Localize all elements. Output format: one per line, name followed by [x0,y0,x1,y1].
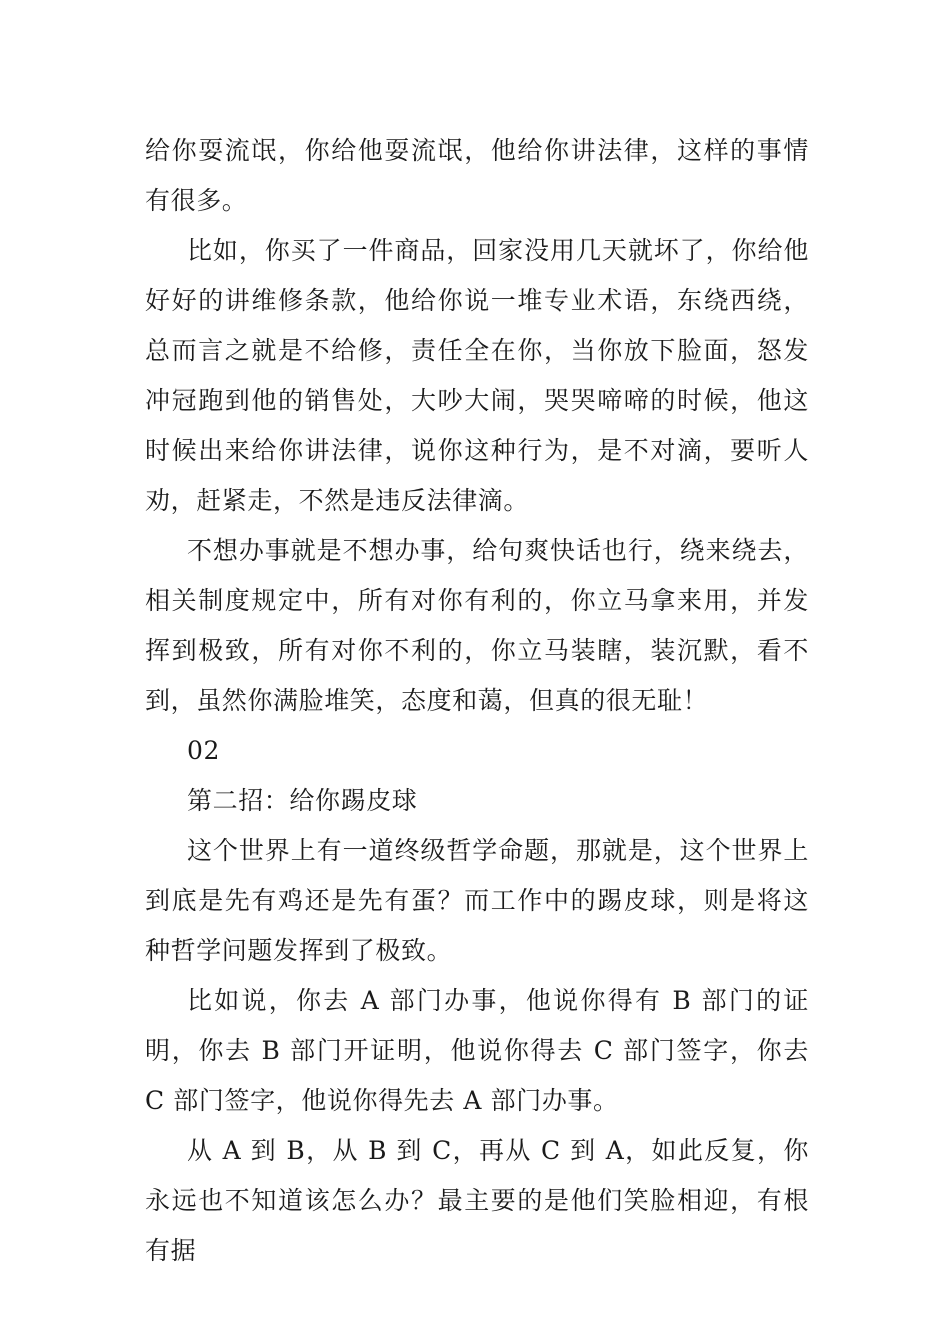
paragraph-intro: 这个世界上有一道终级哲学命题，那就是，这个世界上到底是先有鸡还是先有蛋？而工作中的踢皮球，则是将这种哲学问题发挥到了极致。 [145,836,809,965]
document-body [145,126,809,1276]
paragraph-example-2: 比如说，你去 A 部门办事，他说你得有 B 部门的证明，你去 B 部门开证明，他说你得去 C 部门签字，你去 C 部门签字，他说你得先去 A 部门办事。 [145,986,809,1115]
paragraph-continuation: 给你耍流氓，你给他耍流氓，他给你讲法律，这样的事情有很多。 [145,136,809,215]
paragraph-summary: 不想办事就是不想办事，给句爽快话也行，绕来绕去，相关制度规定中，所有对你有利的，你立马拿来用，并发挥到极致，所有对你不利的，你立马装瞎，装沉默，看不到，虽然你满脸堆笑，态度和蔼，但真的很无耻！ [145,536,809,715]
section-number: 02 [187,736,221,765]
paragraph-example: 比如，你买了一件商品，回家没用几天就坏了，你给他好好的讲维修条款，他给你说一堆专业术语，东绕西绕，总而言之就是不给修，责任全在你，当你放下脸面，怒发冲冠跑到他的销售处，大吵大闹，哭哭啼啼的时候，他这时候出来给你讲法律，说你这种行为，是不对滴，要听人劝，赶紧走，不然是违反法律滴。 [145,236,809,515]
section-heading: 第二招：给你踢皮球 [187,786,418,815]
paragraph-conclusion: 从 A 到 B，从 B 到 C，再从 C 到 A，如此反复，你永远也不知道该怎么办？最主要的是他们笑脸相迎，有根有据 [145,1136,809,1265]
